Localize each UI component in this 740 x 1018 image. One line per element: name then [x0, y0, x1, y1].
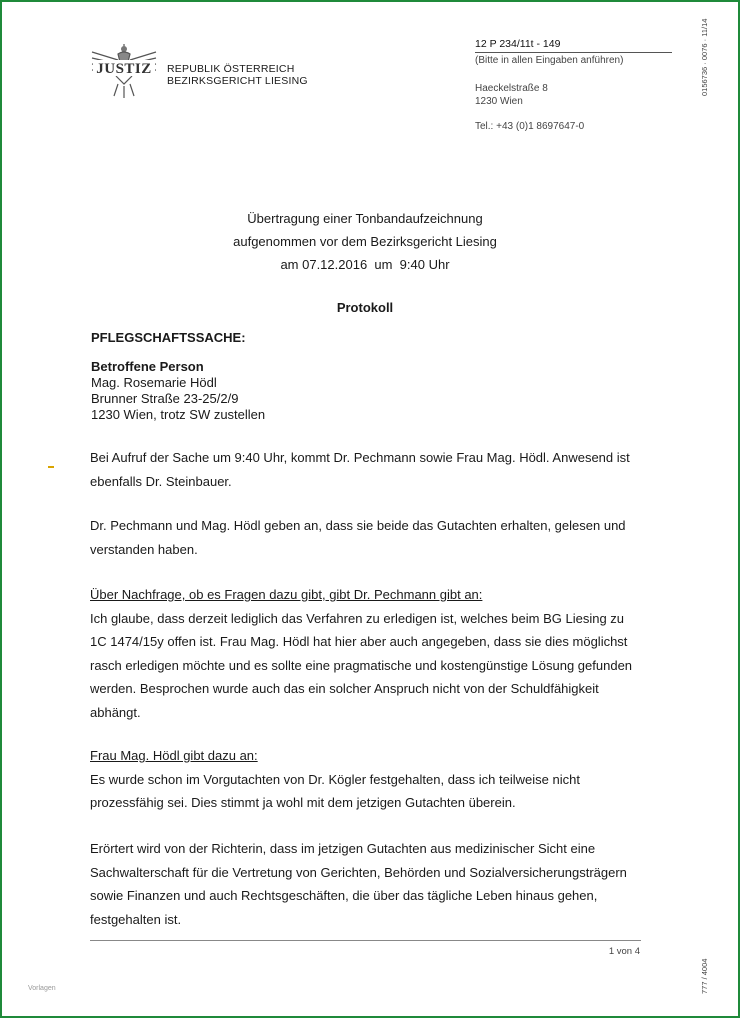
case-reference-number: 12 P 234/11t - 149: [475, 38, 672, 53]
paragraph-attendance: [90, 446, 641, 493]
paragraph-line: Ich glaube, dass derzeit lediglich das Verfahren zu erledigen ist, welches beim BG Liesing zu: [90, 610, 625, 626]
paragraph-line: Sachwalterschaft für die Vertretung von Gerichten, Behörden und Sozialversicherungsträgern: [90, 864, 627, 880]
person-block: [91, 359, 265, 423]
paragraph-line: Erörtert wird von der Richterin, dass im jetzigen Gutachten aus medizinischer Sicht eine: [90, 841, 596, 856]
court-name: [167, 63, 308, 87]
reference-note: (Bitte in allen Eingaben anführen): [475, 55, 624, 66]
paragraph-report-received: [90, 514, 641, 561]
title-line-1: Übertragung einer Tonbandaufzeichnung: [247, 211, 483, 226]
paragraph-judge-discussion: [90, 837, 641, 931]
court-street: Haeckelstraße 8: [475, 83, 548, 94]
court-phone: Tel.: +43 (0)1 8697647-0: [475, 121, 585, 132]
justiz-logo: [88, 40, 160, 100]
court-line-district: BEZIRKSGERICHT LIESING: [167, 75, 308, 87]
court-line-republic: REPUBLIK ÖSTERREICH: [167, 63, 295, 75]
title-line-2: aufgenommen vor dem Bezirksgericht Liesing: [233, 234, 497, 249]
paragraph-line: prozessfähig sei. Dies stimmt ja wohl mit dem jetzigen Gutachten überein.: [90, 795, 516, 810]
person-name: Mag. Rosemarie Hödl: [91, 375, 217, 390]
paragraph-hoedl-statement: [90, 744, 641, 815]
paragraph-line: Es wurde schon im Vorgutachten von Dr. Kögler festgehalten, dass ich teilweise nicht: [90, 771, 580, 787]
case-type: PFLEGSCHAFTSSACHE:: [91, 330, 246, 345]
title-line-3: am 07.12.2016 um 9:40 Uhr: [280, 257, 450, 272]
svg-text:JUSTIZ: JUSTIZ: [96, 61, 152, 77]
protocol-heading: Protokoll: [336, 300, 394, 315]
eagle-icon: [88, 40, 160, 100]
paragraph-line: festgehalten ist.: [90, 911, 182, 927]
person-label: Betroffene Person: [91, 359, 204, 374]
paragraph-line: ebenfalls Dr. Steinbauer.: [90, 473, 232, 489]
footer-divider: [90, 940, 641, 941]
paragraph-line: Bei Aufruf der Sache um 9:40 Uhr, kommt Dr. Pechmann sowie Frau Mag. Hödl. Anwesend ist: [90, 450, 630, 465]
person-city: 1230 Wien, trotz SW zustellen: [91, 407, 266, 422]
page-number: 1 von 4: [608, 946, 640, 957]
reference-block: [475, 38, 672, 133]
paragraph-pechmann-statement: [90, 583, 641, 724]
paragraph-line: Dr. Pechmann und Mag. Hödl geben an, dass sie beide das Gutachten erhalten, gelesen und: [90, 518, 626, 533]
side-code-bottom: 777 / 4004: [700, 958, 709, 994]
paragraph-line: rasch erledigen möchte und es sollte eine pragmatische und kostengünstige Lösung gefunden: [90, 657, 633, 673]
document-title: [90, 207, 640, 276]
paragraph-line: werden. Besprochen wurde auch das ein solcher Anspruch nicht von der Schuldfähigkeit: [90, 681, 599, 696]
footer-note: Vorlagen: [28, 985, 56, 992]
paragraph-line: sowie Finanzen und auch Rechtsgeschäften, die über das tägliche Leben hinaus gehen,: [90, 888, 598, 903]
margin-mark: [48, 466, 54, 468]
person-street: Brunner Straße 23-25/2/9: [91, 391, 239, 406]
court-city: 1230 Wien: [475, 96, 523, 107]
paragraph-line: 1C 1474/15y offen ist. Frau Mag. Hödl hat hier aber auch angegeben, dass sie dies möglichst: [90, 634, 628, 649]
side-code-top: 0156736 · 0076 · 11/14: [700, 18, 709, 96]
section-heading: Frau Mag. Hödl gibt dazu an:: [90, 748, 258, 763]
paragraph-line: abhängt.: [90, 704, 141, 720]
paragraph-line: verstanden haben.: [90, 541, 198, 557]
section-heading: Über Nachfrage, ob es Fragen dazu gibt, gibt Dr. Pechmann gibt an:: [90, 587, 483, 602]
